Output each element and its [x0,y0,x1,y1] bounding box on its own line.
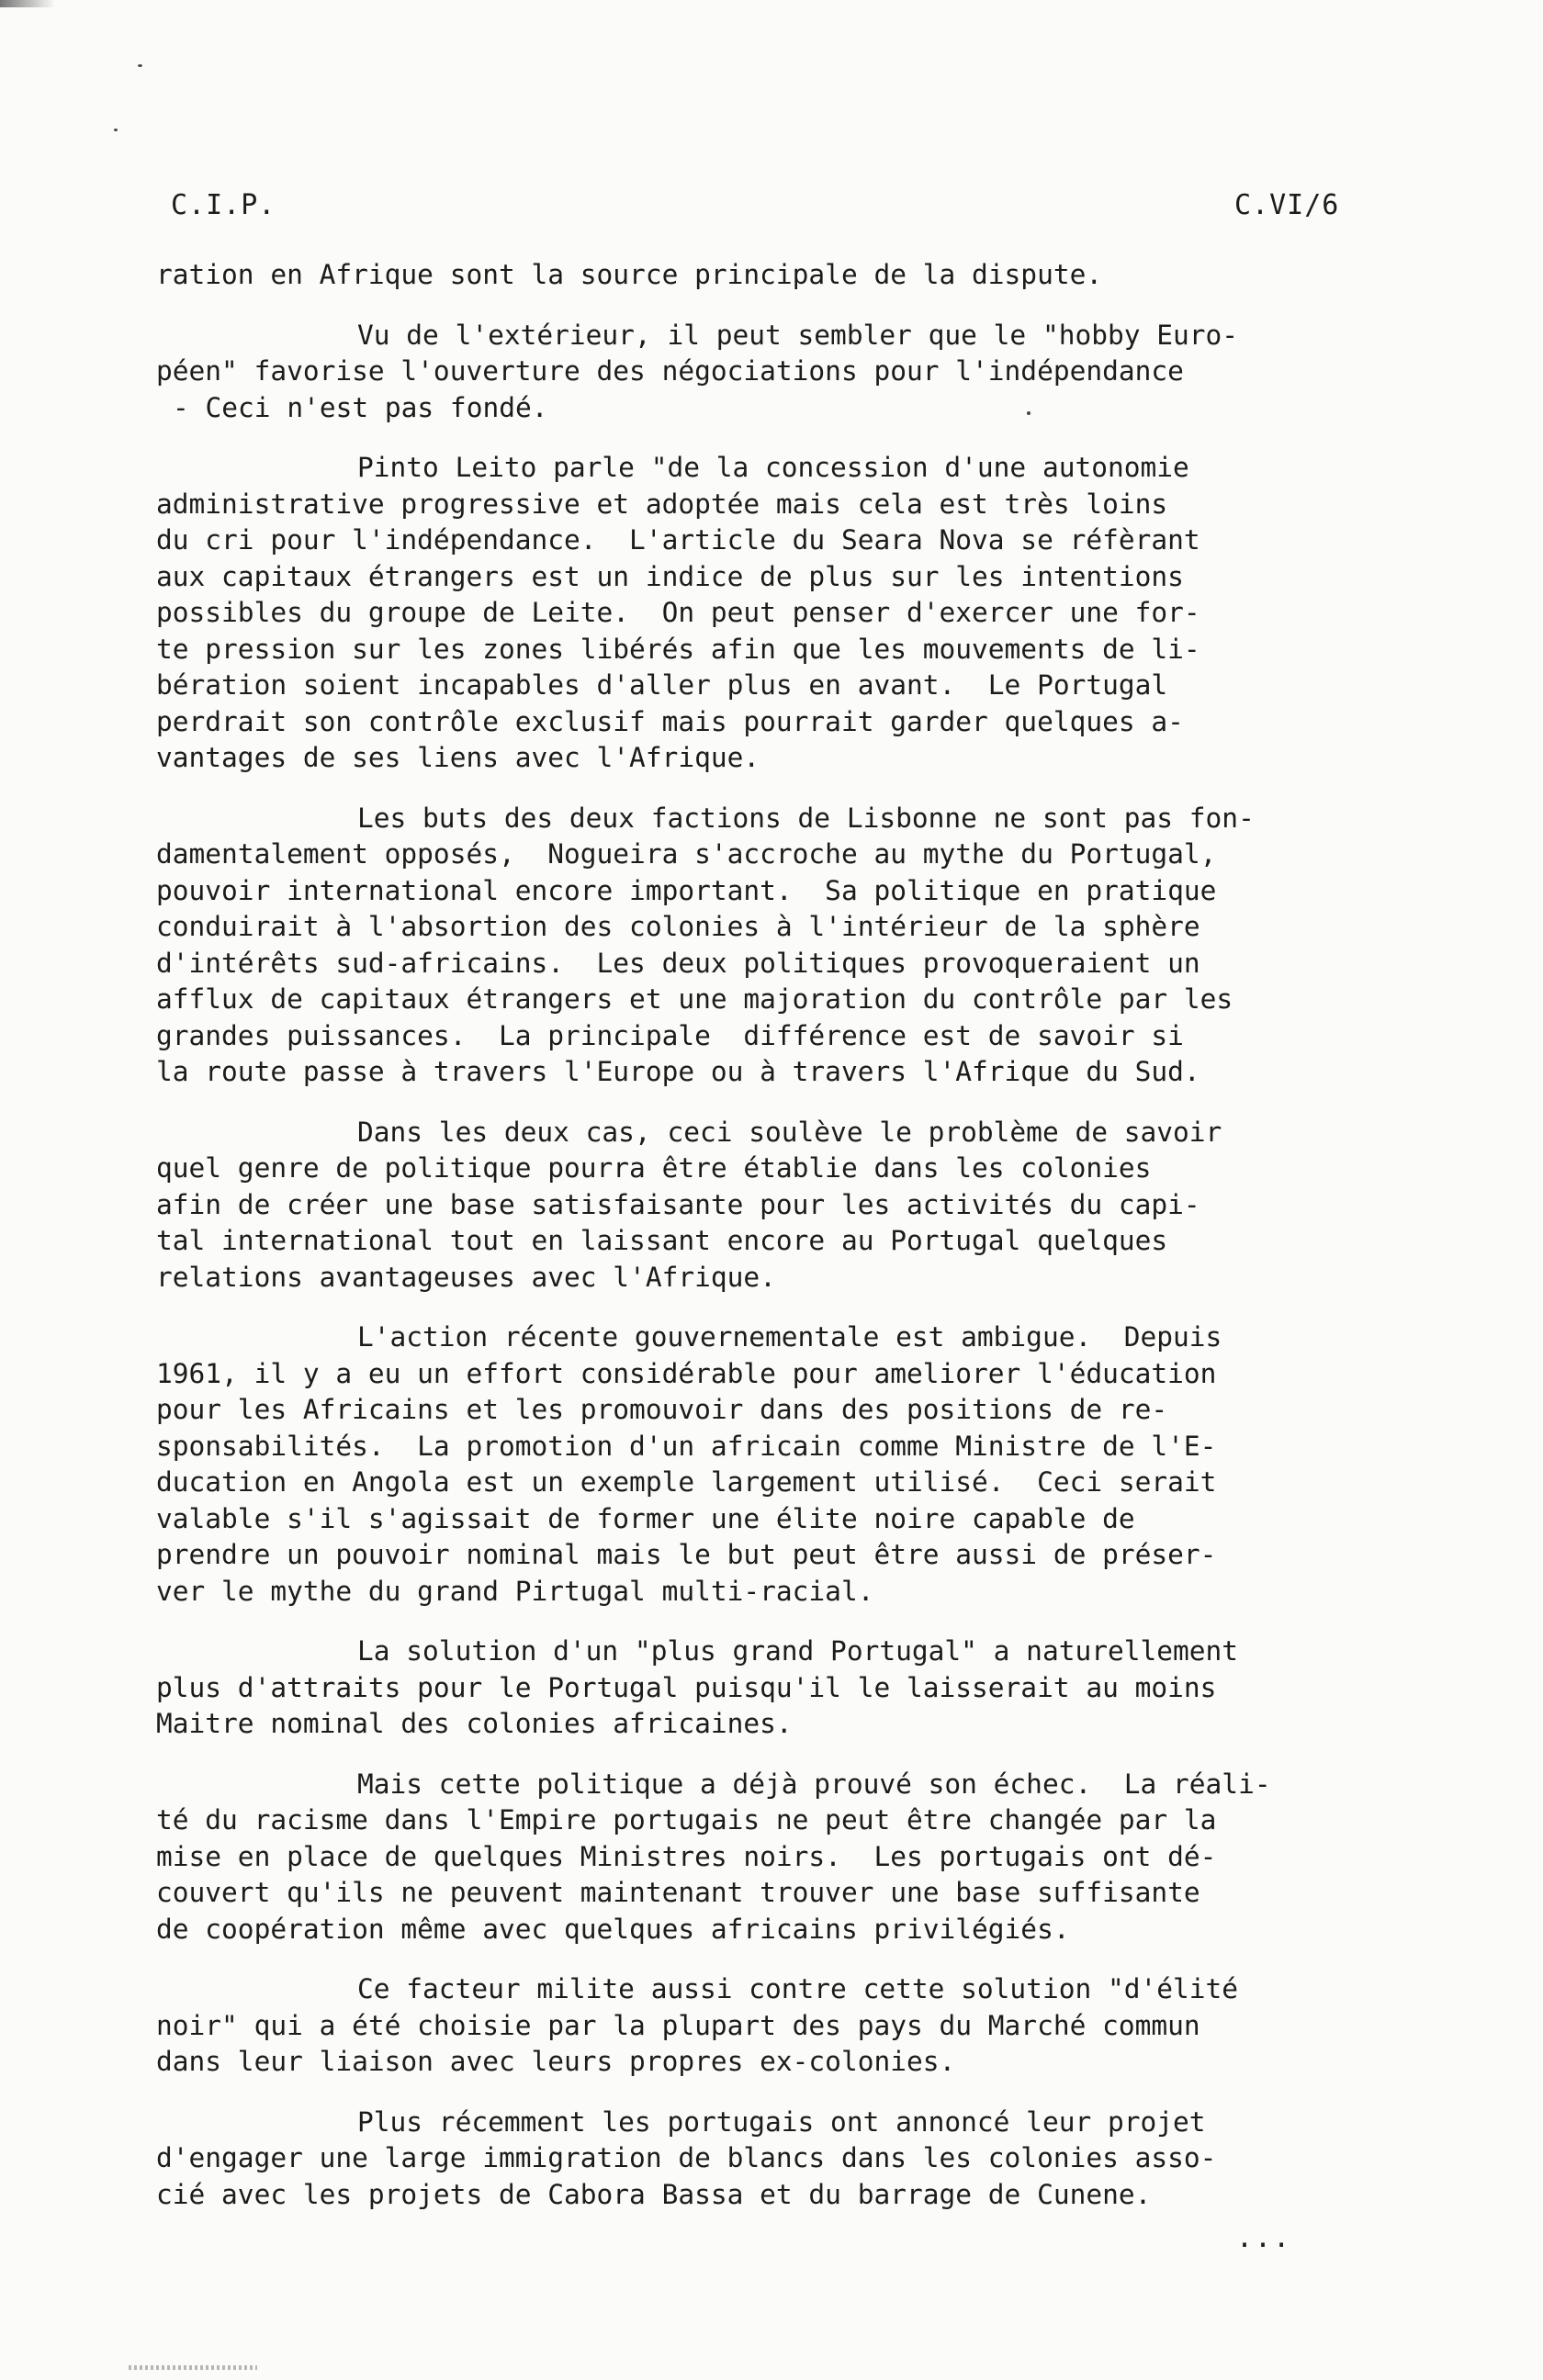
text-line: de coopération même avec quelques africains privilégiés. [156,1913,1070,1945]
text-line: Les buts des deux factions de Lisbonne ne sont pas fon- [357,802,1255,834]
text-line: Plus récemment les portugais ont annoncé leur projet [357,2105,1206,2138]
text-line: Dans les deux cas, ceci soulève le problème de savoir [357,1116,1222,1148]
text-line: perdrait son contrôle exclusif mais pourrait garder quelques a- [156,705,1184,737]
text-line: Vu de l'extérieur, il peut sembler que le "hobby Euro- [357,319,1239,351]
text-line: quel genre de politique pourra être établie dans les colonies [156,1152,1152,1184]
text-line: aux capitaux étrangers est un indice de plus sur les intentions [156,560,1184,592]
text-line: administrative progressive et adoptée mais cela est très loins [156,488,1168,520]
text-line: bération soient incapables d'aller plus en avant. Le Portugal [156,669,1168,701]
paragraph [156,450,1405,777]
continuation-marker: ... [1236,2222,1292,2254]
paragraph [156,2105,1405,2214]
text-line: dans leur liaison avec leurs propres ex-colonies. [156,2046,956,2077]
text-line: plus d'attraits pour le Portugal puisqu'il le laisserait au moins [156,1671,1217,1703]
text-line: vantages de ses liens avec l'Afrique. [156,742,760,773]
text-line: ver le mythe du grand Pirtugal multi-racial. [156,1575,874,1607]
text-line: - Ceci n'est pas fondé. [173,391,548,423]
text-line: Maitre nominal des colonies africaines. [156,1708,793,1739]
scan-speck [114,129,118,131]
text-line: te pression sur les zones libérés afin que les mouvements de li- [156,633,1200,665]
text-line: du cri pour l'indépendance. L'article du Seara Nova se réfèrant [156,524,1200,556]
text-line: Mais cette politique a déjà prouvé son échec. La réali- [357,1768,1271,1800]
page-reference: C.VI/6 [1234,189,1340,221]
text-line: 1961, il y a eu un effort considérable pour ameliorer l'éducation [156,1357,1217,1389]
text-line: damentalement opposés, Nogueira s'accroche au mythe du Portugal, [156,838,1217,870]
paragraph [156,801,1405,1091]
document-body [156,257,1405,2237]
text-line: valable s'il s'agissait de former une élite noire capable de [156,1502,1135,1534]
text-line: noir" qui a été choisie par la plupart des pays du Marché commun [156,2009,1200,2041]
text-line: relations avantageuses avec l'Afrique. [156,1261,776,1293]
text-line: d'engager une large immigration de blancs dans les colonies asso- [156,2142,1217,2173]
text-line: prendre un pouvoir nominal mais le but peut être aussi de préser- [156,1539,1217,1570]
paragraph [156,1971,1405,2081]
text-line: péen" favorise l'ouverture des négociations pour l'indépendance [156,355,1184,387]
text-line: pour les Africains et les promouvoir dans des positions de re- [156,1394,1168,1425]
text-line: afflux de capitaux étrangers et une majoration du contrôle par les [156,983,1233,1015]
text-line: cié avec les projets de Cabora Bassa et du barrage de Cunene. [156,2178,1152,2210]
paragraph [156,318,1405,427]
text-line: ration en Afrique sont la source principale de la dispute. [156,259,1103,290]
text-line: Ce facteur milite aussi contre cette solution "d'élité [357,1973,1239,2004]
text-line: mise en place de quelques Ministres noirs. Les portugais ont dé- [156,1840,1217,1872]
text-line: Pinto Leito parle "de la concession d'une autonomie [357,452,1189,483]
text-line: tal international tout en laissant encore au Portugal quelques [156,1225,1168,1256]
text-line: La solution d'un "plus grand Portugal" a naturellement [357,1635,1239,1667]
text-line: possibles du groupe de Leite. On peut penser d'exercer une for- [156,597,1200,628]
text-line: conduirait à l'absortion des colonies à l'intérieur de la sphère [156,911,1200,942]
scan-corner-mark [0,0,55,7]
text-line: L'action récente gouvernementale est ambigue. Depuis [357,1321,1222,1353]
text-line: d'intérêts sud-africains. Les deux politiques provoqueraient un [156,947,1200,979]
text-line: la route passe à travers l'Europe ou à travers l'Afrique du Sud. [156,1056,1200,1087]
text-line: ducation en Angola est un exemple largement utilisé. Ceci serait [156,1466,1217,1498]
text-line: afin de créer une base satisfaisante pour les activités du capi- [156,1188,1200,1220]
text-line: sponsabilités. La promotion d'un africain comme Ministre de l'E- [156,1430,1217,1462]
paragraph [156,1319,1405,1610]
paragraph [156,1767,1405,1948]
text-line: té du racisme dans l'Empire portugais ne peut être changée par la [156,1804,1217,1836]
document-code: C.I.P. [171,189,276,221]
paragraph [156,1115,1405,1297]
text-line: pouvoir international encore important. Sa politique en pratique [156,874,1217,906]
scan-speck [138,64,142,67]
text-line: grandes puissances. La principale différence est de savoir si [156,1019,1184,1051]
paragraph [156,257,1405,294]
scan-edge-mark [129,2365,257,2370]
paragraph [156,1633,1405,1743]
text-line: couvert qu'ils ne peuvent maintenant trouver une base suffisante [156,1877,1200,1908]
